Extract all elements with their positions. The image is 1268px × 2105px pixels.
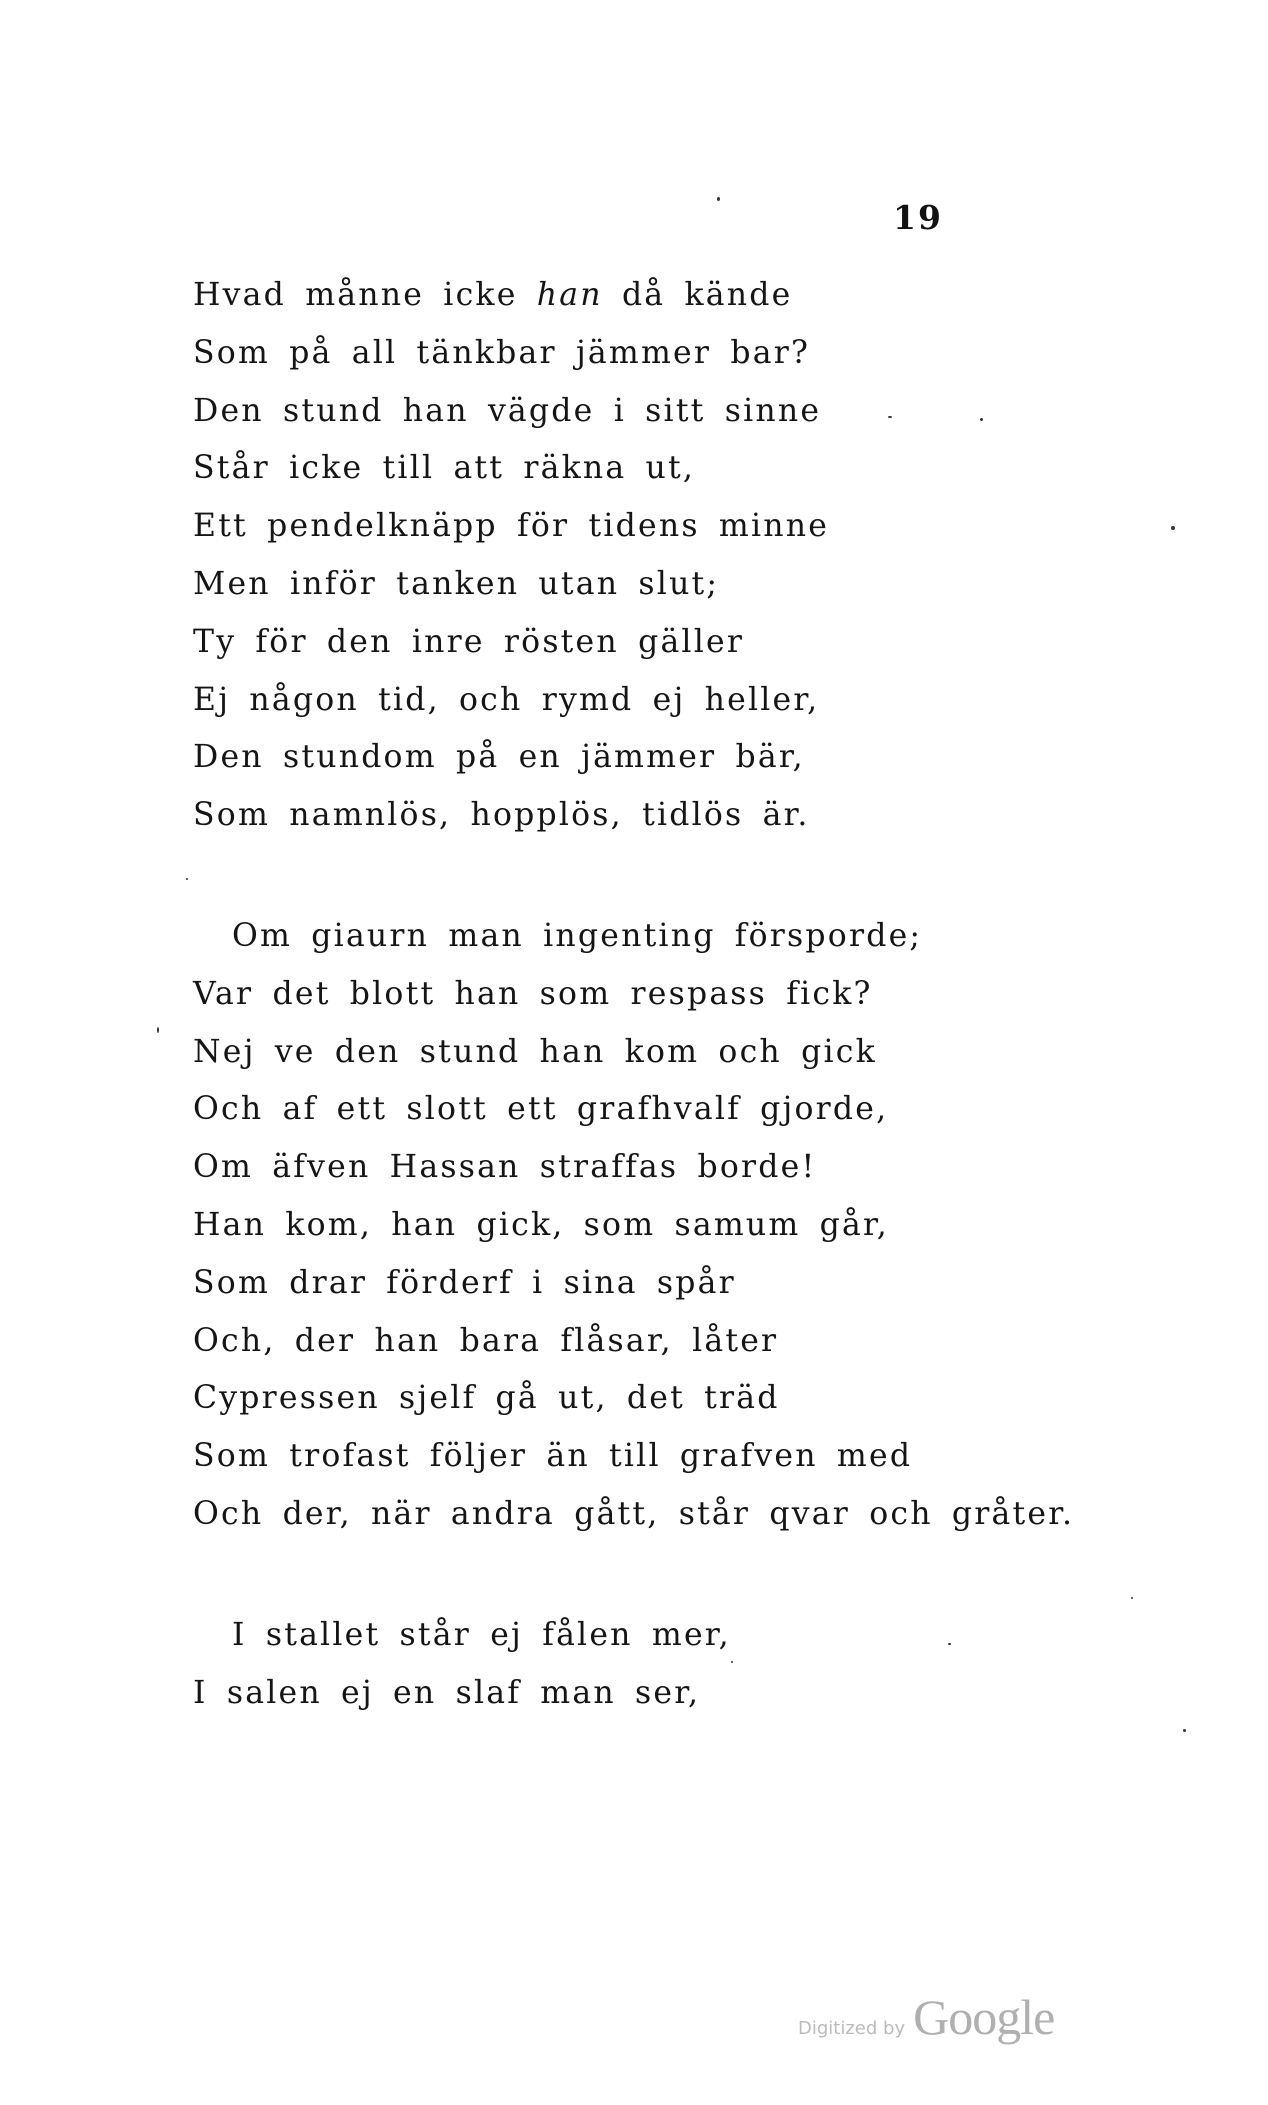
verse-line: Han kom, han gick, som samum går, [193, 1206, 890, 1243]
scan-speck [980, 418, 983, 421]
verse-line: Står icke till att räkna ut, [193, 450, 696, 487]
verse-line: Cypressen sjelf gå ut, det träd [193, 1380, 780, 1417]
scan-speck [186, 878, 188, 880]
stanza-1 [193, 267, 829, 845]
scan-speck [1171, 526, 1175, 530]
verse-line: Som på all tänkbar jämmer bar? [193, 334, 811, 371]
verse-line: Som drar förderf i sina spår [193, 1264, 736, 1301]
scan-speck [731, 1661, 733, 1663]
verse-line: Den stund han vägde i sitt sinne [193, 392, 822, 429]
verse-line: Hvad månne icke han då kände [193, 277, 793, 313]
verse-line: Som namnlös, hopplös, tidlös är. [193, 797, 810, 834]
verse-line: I salen ej en slaf man ser, [193, 1674, 701, 1711]
verse-line: Nej ve den stund han kom och gick [193, 1033, 877, 1070]
verse-line: Och der, när andra gått, står qvar och gråter. [193, 1495, 1075, 1532]
verse-line: Ej någon tid, och rymd ej heller, [193, 681, 820, 718]
verse-line: I stallet står ej fålen mer, [232, 1617, 731, 1653]
italic-word: han [536, 277, 603, 313]
verse-line: Ty för den inre rösten gäller [193, 623, 745, 660]
verse-line: Den stundom på en jämmer bär, [193, 739, 805, 776]
digitized-watermark [798, 1988, 1054, 2046]
verse-line: Om giaurn man ingenting försporde; [232, 918, 923, 954]
scan-speck [888, 416, 892, 418]
google-logo: Google [913, 1989, 1055, 2045]
scan-speck [717, 197, 720, 201]
scan-speck [1131, 1597, 1133, 1599]
scan-speck [157, 1027, 159, 1033]
scan-speck [1183, 1729, 1186, 1732]
verse-line: Om äfven Hassan straffas borde! [193, 1149, 817, 1186]
stanza-2 [193, 908, 1074, 1544]
verse-line: Och af ett slott ett grafhvalf gjorde, [193, 1091, 889, 1128]
verse-line: Och, der han bara flåsar, låter [193, 1322, 779, 1359]
scan-speck [948, 1643, 951, 1645]
watermark-prefix: Digitized by [798, 2018, 906, 2039]
stanza-3 [193, 1607, 731, 1723]
page-number: 19 [893, 198, 943, 237]
verse-line: Var det blott han som respass fick? [193, 975, 873, 1012]
verse-line: Ett pendelknäpp för tidens minne [193, 508, 830, 545]
verse-line: Som trofast följer än till grafven med [193, 1438, 913, 1475]
verse-line: Men inför tanken utan slut; [193, 565, 720, 602]
